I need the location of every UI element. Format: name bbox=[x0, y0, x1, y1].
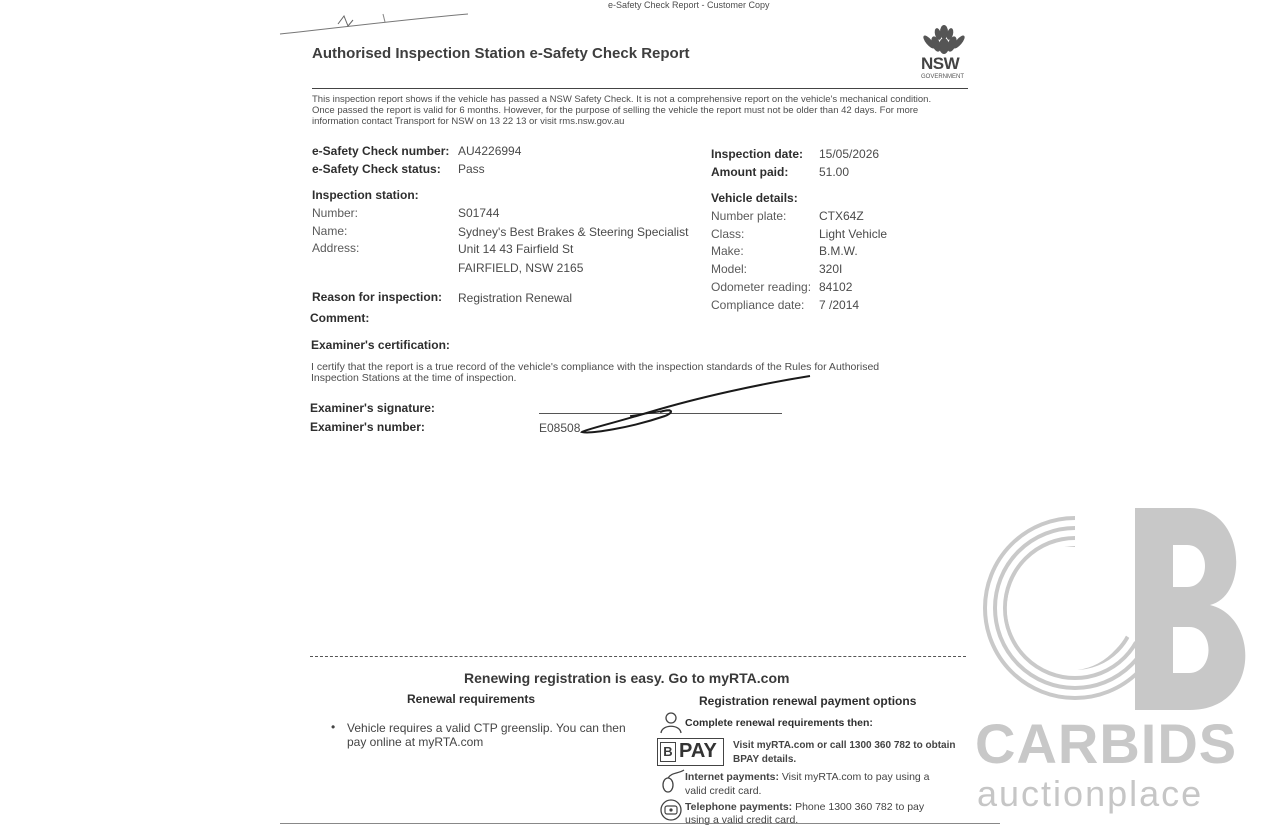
examiner-number-label: Examiner's number: bbox=[310, 420, 425, 434]
internet-payment-text: Visit myRTA.com to pay using a bbox=[781, 771, 930, 783]
vehicle-heading: Vehicle details: bbox=[711, 191, 798, 205]
nsw-logo bbox=[916, 22, 972, 84]
station-address-line-2: FAIRFIELD, NSW 2165 bbox=[458, 261, 584, 275]
certification-heading: Examiner's certification: bbox=[311, 338, 450, 352]
top-header: e-Safety Check Report - Customer Copy bbox=[608, 0, 770, 10]
station-address-line-1: Unit 14 43 Fairfield St bbox=[458, 242, 574, 256]
model-value: 320I bbox=[819, 262, 843, 276]
make-label: Make: bbox=[711, 244, 744, 258]
internet-payment-line-2: valid credit card. bbox=[685, 785, 762, 797]
bpay-text: PAY bbox=[679, 740, 717, 762]
person-icon bbox=[659, 710, 683, 734]
internet-payment-line-1 bbox=[685, 771, 930, 783]
make-value: B.M.W. bbox=[819, 244, 858, 258]
odometer-label: Odometer reading: bbox=[711, 280, 812, 294]
renewal-heading: Renewing registration is easy. Go to myRTA.com bbox=[464, 670, 790, 686]
bpay-b-icon: B bbox=[660, 742, 676, 762]
payment-heading: Registration renewal payment options bbox=[699, 694, 917, 708]
nsw-logo-text: NSW bbox=[921, 54, 960, 73]
intro-line-1: This inspection report shows if the vehicle has passed a NSW Safety Check. It is not a comprehensive report on the vehicle's mechanical condition. bbox=[312, 94, 932, 105]
internet-payment-label: Internet payments: bbox=[685, 771, 779, 783]
carbids-tagline-text: auctionplace bbox=[977, 773, 1204, 814]
carbids-watermark bbox=[975, 505, 1265, 820]
certification-text-1: I certify that the report is a true record of the vehicle's compliance with the inspection standards of the Rules for Authorised bbox=[311, 361, 880, 373]
title-rule bbox=[312, 88, 968, 89]
check-number-value: AU4226994 bbox=[458, 144, 522, 158]
check-status-value: Pass bbox=[458, 162, 485, 176]
station-number-label: Number: bbox=[312, 206, 359, 220]
odometer-value: 84102 bbox=[819, 280, 853, 294]
phone-payment-text: Phone 1300 360 782 to pay bbox=[795, 801, 925, 813]
renewal-req-heading: Renewal requirements bbox=[407, 692, 536, 706]
bottom-edge bbox=[280, 823, 1000, 824]
phone-payment-label: Telephone payments: bbox=[685, 801, 793, 813]
certification-text-2: Inspection Stations at the time of inspection. bbox=[311, 372, 517, 384]
station-number-value: S01744 bbox=[458, 206, 500, 220]
renewal-req-bullet: • bbox=[331, 720, 336, 734]
bpay-logo bbox=[657, 738, 724, 766]
inspection-date-label: Inspection date: bbox=[711, 147, 804, 161]
inspection-date-value: 15/05/2026 bbox=[819, 147, 880, 161]
nsw-logo-subtext: GOVERNMENT bbox=[921, 74, 965, 80]
bpay-info-1: Visit myRTA.com or call 1300 360 782 to obtain bbox=[733, 740, 956, 751]
model-label: Model: bbox=[711, 262, 748, 276]
station-name-value: Sydney's Best Brakes & Steering Specialist bbox=[458, 225, 689, 239]
phone-payment-line-2: using a valid credit card. bbox=[685, 814, 799, 826]
reason-label: Reason for inspection: bbox=[312, 290, 443, 304]
payment-option-1: Complete renewal requirements then: bbox=[685, 717, 873, 729]
carbids-brand-text: CARBIDS bbox=[975, 712, 1238, 775]
amount-paid-label: Amount paid: bbox=[711, 165, 789, 179]
station-name-label: Name: bbox=[312, 224, 348, 238]
signature-scribble-icon bbox=[570, 372, 820, 438]
class-value: Light Vehicle bbox=[819, 227, 888, 241]
intro-line-3: information contact Transport for NSW on 13 22 13 or visit rms.nsw.gov.au bbox=[312, 116, 625, 127]
examiner-number-value: E08508 bbox=[539, 421, 581, 435]
top-scribble-icon bbox=[278, 6, 478, 38]
mouse-icon bbox=[660, 768, 686, 794]
reason-value: Registration Renewal bbox=[458, 291, 573, 305]
waratah-icon bbox=[916, 22, 972, 56]
compliance-label: Compliance date: bbox=[711, 298, 805, 312]
amount-paid-value: 51.00 bbox=[819, 165, 850, 179]
compliance-value: 7 /2014 bbox=[819, 298, 860, 312]
report-title: Authorised Inspection Station e-Safety Check Report bbox=[312, 45, 690, 62]
station-heading: Inspection station: bbox=[312, 188, 419, 202]
check-number-label: e-Safety Check number: bbox=[312, 144, 450, 158]
bpay-info-2: BPAY details. bbox=[733, 754, 797, 765]
intro-line-2: Once passed the report is valid for 6 months. However, for the purpose of selling the vehicle the report must not be older than 42 days. For more bbox=[312, 105, 919, 116]
check-status-label: e-Safety Check status: bbox=[312, 162, 441, 176]
renewal-divider bbox=[310, 656, 966, 657]
plate-value: CTX64Z bbox=[819, 209, 864, 223]
renewal-req-item-2: pay online at myRTA.com bbox=[347, 735, 484, 749]
station-address-label: Address: bbox=[312, 241, 360, 255]
plate-label: Number plate: bbox=[711, 209, 787, 223]
carbids-logo-icon bbox=[975, 505, 1265, 715]
class-label: Class: bbox=[711, 227, 745, 241]
telephone-icon bbox=[659, 798, 683, 822]
comment-label: Comment: bbox=[310, 311, 370, 325]
renewal-req-item-1: Vehicle requires a valid CTP greenslip. You can then bbox=[347, 721, 626, 735]
phone-payment-line-1 bbox=[685, 801, 924, 813]
signature-label: Examiner's signature: bbox=[310, 401, 435, 415]
